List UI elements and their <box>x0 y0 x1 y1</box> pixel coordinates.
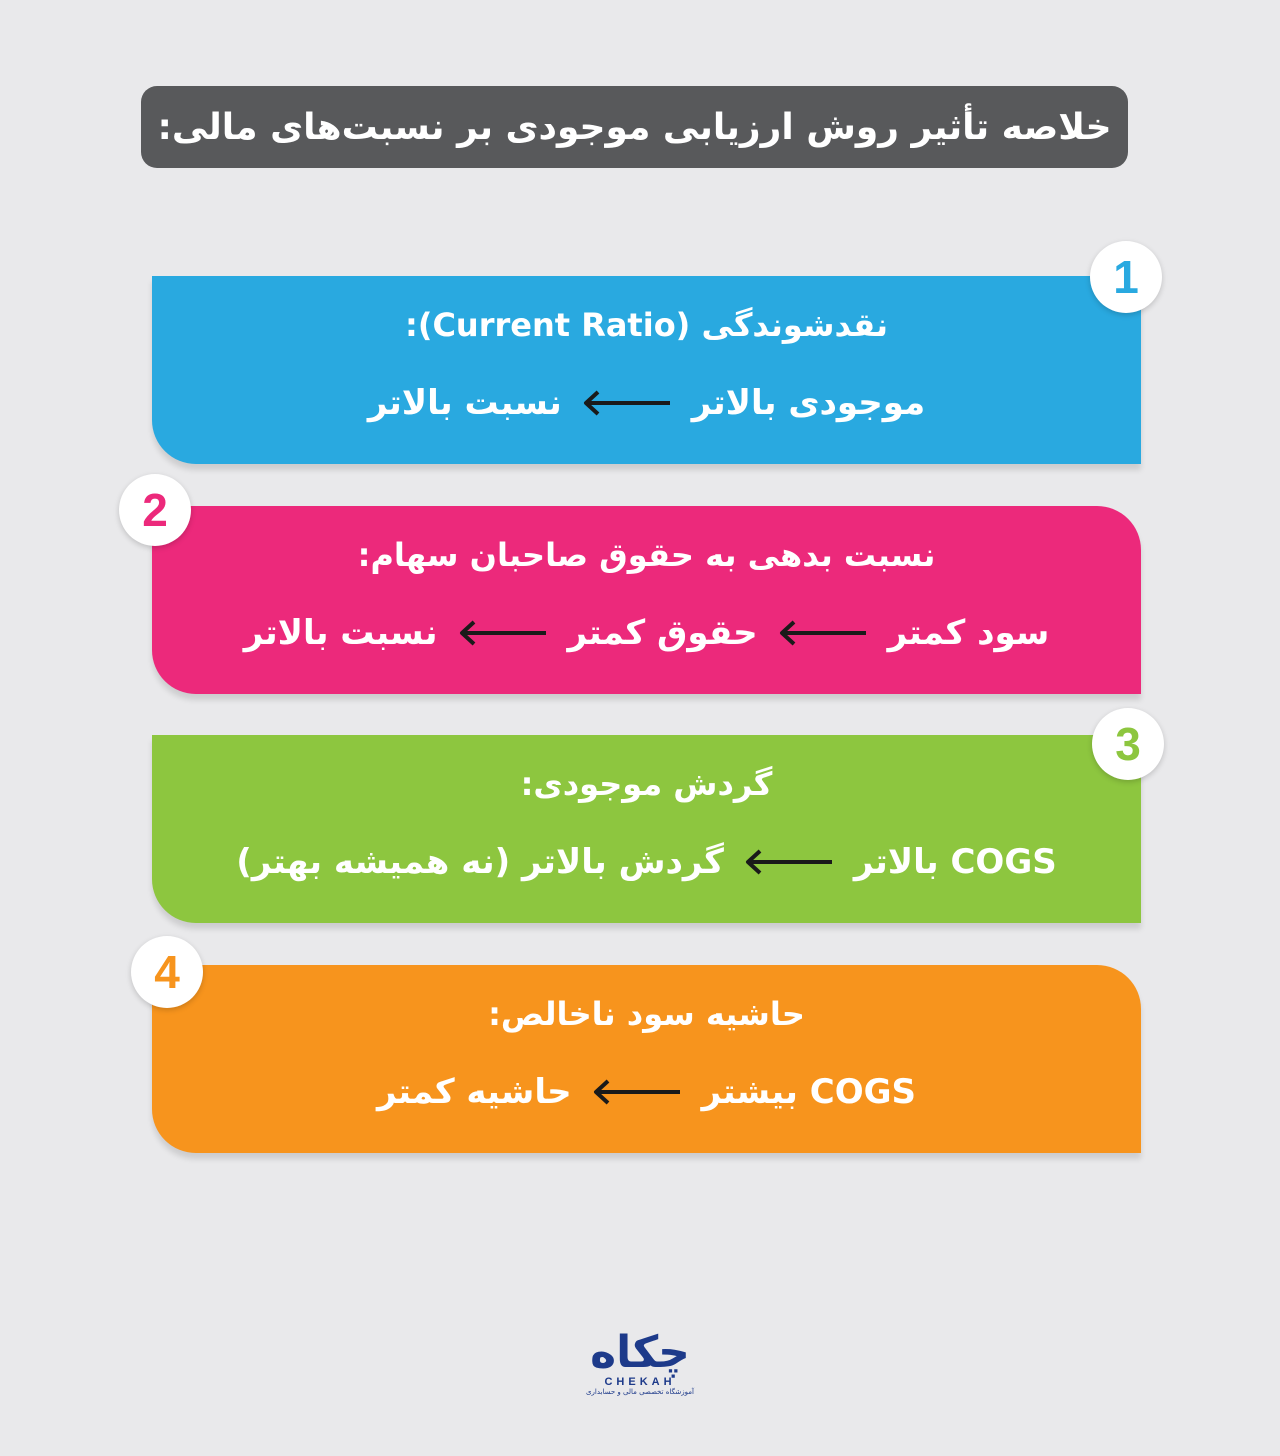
flow-term: موجودی بالاتر <box>691 383 926 423</box>
flow-term: گردش بالاتر (نه همیشه بهتر) <box>236 842 724 882</box>
arrow-left-icon <box>778 619 868 647</box>
flow-row <box>152 1065 1141 1119</box>
card-heading: نقدشوندگی (Current Ratio): <box>405 306 888 344</box>
card-heading: نسبت بدهی به حقوق صاحبان سهام: <box>357 536 936 574</box>
badge-number <box>1092 708 1164 780</box>
badge-label: 4 <box>154 946 180 998</box>
card-gross-margin <box>152 965 1141 1153</box>
flow-row <box>152 835 1141 889</box>
page-title: خلاصه تأثیر روش ارزیابی موجودی بر نسبت‌های مالی: <box>157 106 1112 148</box>
card-heading: حاشیه سود ناخالص: <box>488 995 805 1033</box>
card-current-ratio <box>152 276 1141 464</box>
card-debt-to-equity <box>152 506 1141 694</box>
flow-term: COGS بالاتر <box>853 842 1057 882</box>
card-heading: گردش موجودی: <box>520 765 773 803</box>
badge-number <box>131 936 203 1008</box>
arrow-left-icon <box>582 389 672 417</box>
badge-label: 3 <box>1115 718 1141 770</box>
flow-row <box>152 606 1141 660</box>
flow-row <box>152 376 1141 430</box>
flow-term: سود کمتر <box>887 613 1050 653</box>
arrow-left-icon <box>458 619 548 647</box>
logo-latin-text: CHEKAH <box>604 1376 676 1388</box>
flow-term: نسبت بالاتر <box>243 613 438 653</box>
flow-term: حاشیه کمتر <box>377 1072 572 1112</box>
badge-label: 2 <box>142 484 168 536</box>
title-bar <box>141 86 1128 168</box>
card-inventory-turnover <box>152 735 1141 923</box>
brand-logo <box>560 1327 720 1400</box>
flow-term: حقوق کمتر <box>567 613 758 653</box>
logo-tagline: آموزشگاه تخصصی مالی و حسابداری <box>586 1388 694 1396</box>
badge-number <box>119 474 191 546</box>
logo-mark: چکاه <box>590 1327 690 1378</box>
arrow-left-icon <box>592 1078 682 1106</box>
badge-label: 1 <box>1113 251 1139 303</box>
badge-number <box>1090 241 1162 313</box>
flow-term: COGS بیشتر <box>701 1072 916 1112</box>
flow-term: نسبت بالاتر <box>367 383 562 423</box>
arrow-left-icon <box>744 848 834 876</box>
